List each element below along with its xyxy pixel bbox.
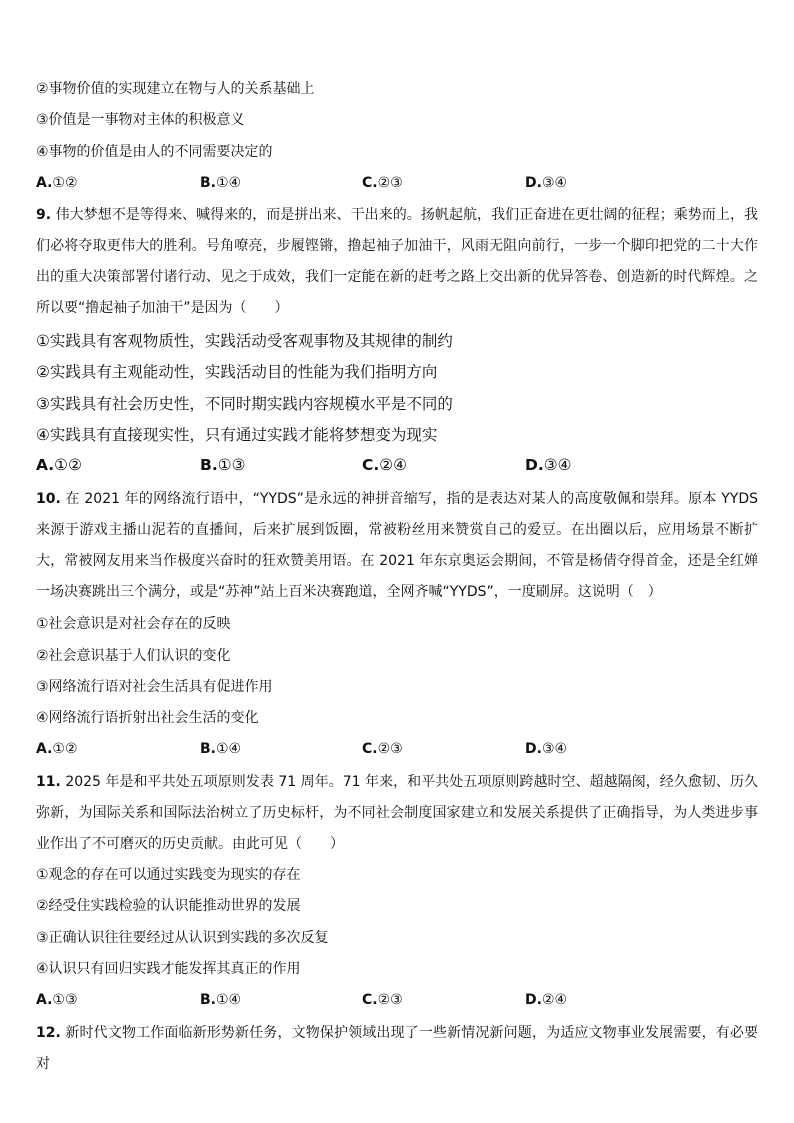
q12-stem (36, 1018, 758, 1080)
q10-statement-4: ④网络流行语折射出社会生活的变化 (36, 710, 259, 726)
q12-stem-text: 新时代文物工作面临新形势新任务，文物保护领域出现了一些新情况新问题，为适应文物事业发展需要，有必要对 (36, 1025, 759, 1072)
q9-option-c[interactable]: C.②④ (362, 456, 408, 474)
q9-statement-3: ③实践具有社会历史性，不同时期实践内容规模水平是不同的 (36, 395, 453, 413)
q10-statement-3: ③网络流行语对社会生活具有促进作用 (36, 679, 273, 695)
q8-option-a[interactable]: A.①② (36, 175, 78, 191)
q10-statement-1: ①社会意识是对社会存在的反映 (36, 616, 231, 632)
q10-option-c[interactable]: C.②③ (362, 741, 403, 757)
q10-option-a[interactable]: A.①② (36, 741, 78, 757)
q9-number: 9. (36, 207, 52, 223)
q11-stem-text: 2025 年是和平共处五项原则发表 71 周年。71 年来，和平共处五项原则跨越时空、超越隔阂，经久愈韧、历久弥新，为国际关系和国际法治树立了历史标杆，为不同社会制度国家建立和发展关系提供了正确指导，为人类进步事业作出了不可磨灭的历史贡献。由此可见（ ） (36, 774, 759, 852)
q11-statement-2: ②经受住实践检验的认识能推动世界的发展 (36, 898, 301, 914)
q11-statement-1: ①观念的存在可以通过实践变为现实的存在 (36, 867, 301, 883)
q8-statement-4: ④事物的价值是由人的不同需要决定的 (36, 144, 273, 160)
q9-statement-2: ②实践具有主观能动性，实践活动目的性能为我们指明方向 (36, 363, 438, 381)
q12-number: 12. (36, 1025, 61, 1041)
q10-stem-text: 在 2021 年的网络流行语中，“YYDS”是永远的神拼音缩写，指的是表达对某人的高度敬佩和崇拜。原本 YYDS 来源于游戏主播山泥若的直播间，后来扩展到饭圈，常被粉丝用来赞赏自己的爱豆。在出圈以后，应用场景不断扩大，常被网友用来当作极度兴奋时的狂欢赞美用语。在 2021 年东京奥运会期间，不管是杨倩夺得首金，还是全红婵一场决赛跳出三个满分，或是“苏神”站上百米决赛跑道，全网齐喊“YYDS”，一度刷屏。这说明（ ） (36, 491, 758, 600)
q9-options (36, 455, 758, 475)
q11-option-a[interactable]: A.①③ (36, 992, 78, 1008)
q9-option-b[interactable]: B.①③ (200, 456, 246, 474)
q11-stem (36, 767, 758, 860)
q11-option-c[interactable]: C.②③ (362, 992, 403, 1008)
q10-options (36, 739, 758, 759)
q9-statement-1: ①实践具有客观物质性，实践活动受客观事物及其规律的制约 (36, 332, 453, 350)
q11-statement-4: ④认识只有回归实践才能发挥其真正的作用 (36, 961, 301, 977)
q9-stem-text: 伟大梦想不是等得来、喊得来的，而是拼出来、干出来的。扬帆起航，我们正奋进在更壮阔的征程；乘势而上，我们必将夺取更伟大的胜利。号角嘹亮，步履铿锵，撸起袖子加油干，风雨无阻向前行，一步一个脚印把党的二十大作出的重大决策部署付诸行动、见之于成效，我们一定能在新的赶考之路上交出新的优异答卷、创造新的时代辉煌。之所以要“撸起袖子加油干”是因为（ ） (36, 207, 758, 316)
q11-option-b[interactable]: B.①④ (200, 992, 242, 1008)
q11-statement-3: ③正确认识往往要经过从认识到实践的多次反复 (36, 930, 329, 946)
q10-option-b[interactable]: B.①④ (200, 741, 242, 757)
q8-statement-3: ③价值是一事物对主体的积极意义 (36, 112, 245, 128)
q9-stem (36, 200, 758, 324)
q8-option-d[interactable]: D.③④ (525, 175, 568, 191)
q11-number: 11. (36, 774, 61, 790)
q10-stem (36, 484, 758, 608)
q9-option-a[interactable]: A.①② (36, 456, 82, 474)
q10-statement-2: ②社会意识基于人们认识的变化 (36, 648, 231, 664)
q8-options (36, 173, 758, 193)
q10-number: 10. (36, 491, 61, 507)
q8-option-b[interactable]: B.①④ (200, 175, 242, 191)
q11-options (36, 990, 758, 1010)
q11-option-d[interactable]: D.②④ (525, 992, 568, 1008)
q8-option-c[interactable]: C.②③ (362, 175, 403, 191)
q10-option-d[interactable]: D.③④ (525, 741, 568, 757)
q8-statement-2: ②事物价值的实现建立在物与人的关系基础上 (36, 81, 315, 97)
q9-statement-4: ④实践具有直接现实性，只有通过实践才能将梦想变为现实 (36, 426, 438, 444)
q9-option-d[interactable]: D.③④ (525, 456, 572, 474)
